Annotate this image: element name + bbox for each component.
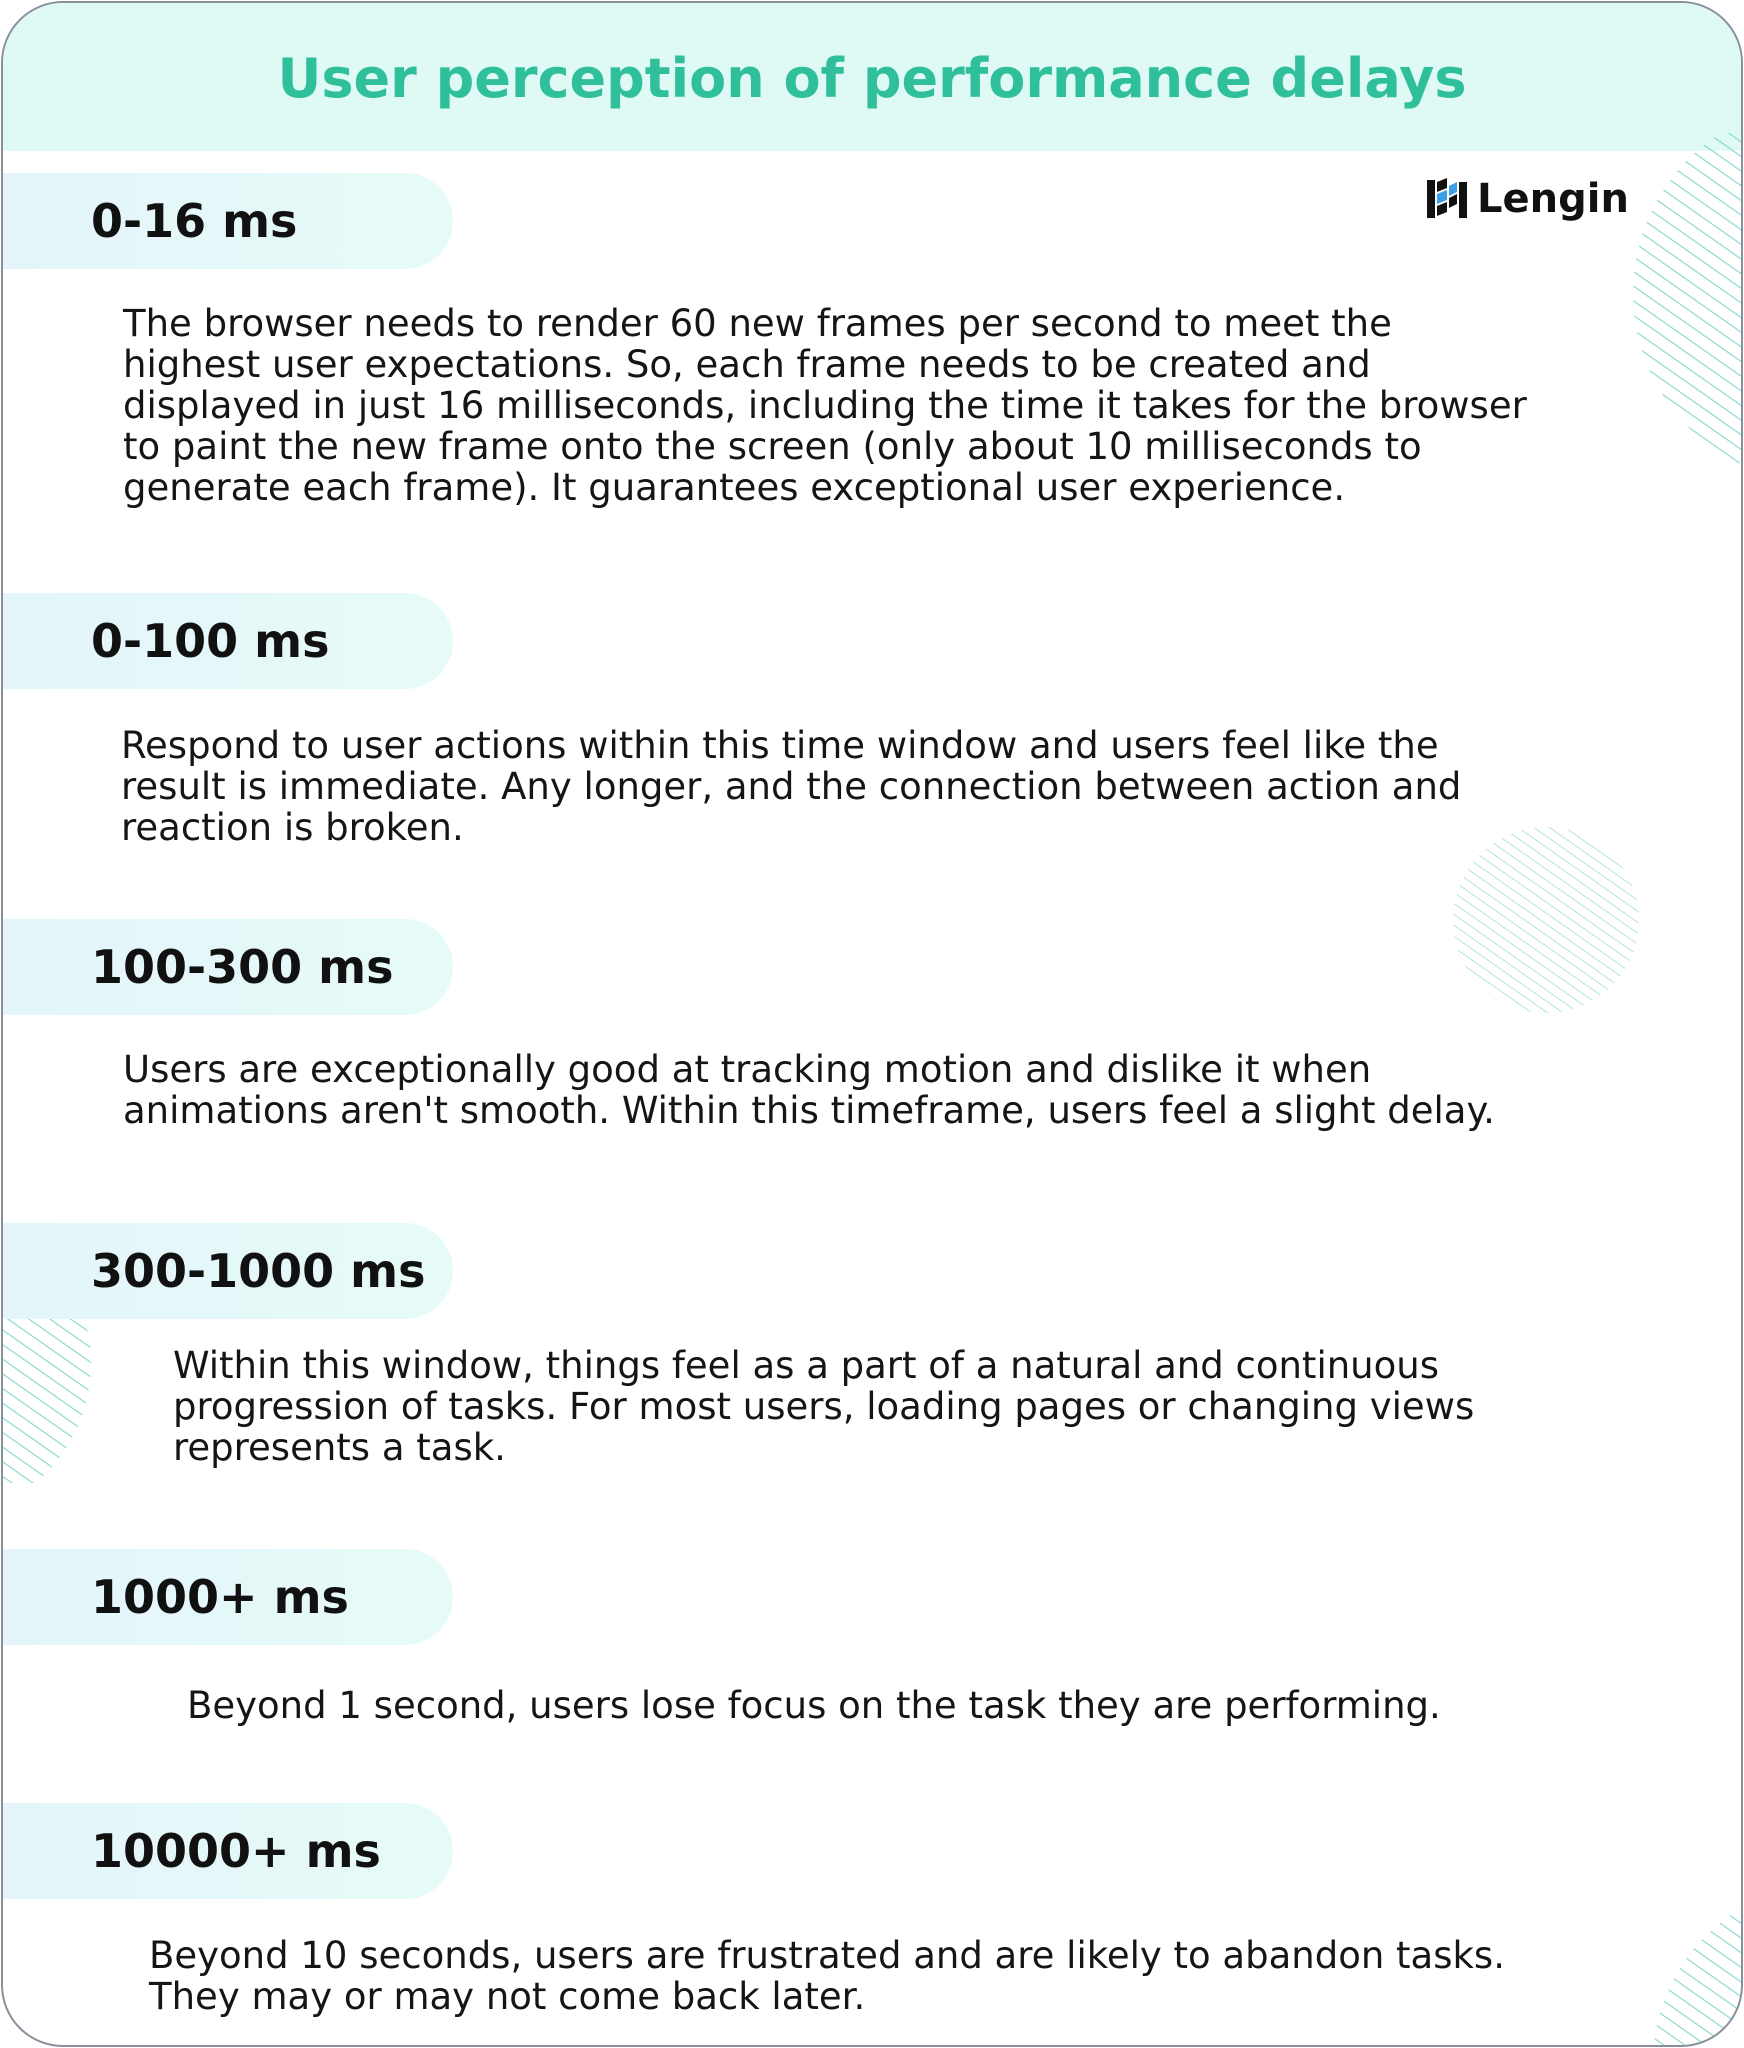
range-pill-0-16ms bbox=[1, 173, 453, 269]
range-description: Within this window, things feel as a part of a natural and continuous progression of tasks. For most users, loading pages or changing views represents a task. bbox=[173, 1344, 1475, 1469]
range-label: 10000+ ms bbox=[91, 1824, 381, 1878]
range-pill-300-1000ms bbox=[1, 1223, 453, 1319]
infographic-card bbox=[1, 1, 1743, 2047]
hatched-circle-bottom-right-decoration bbox=[1633, 1863, 1743, 2047]
hatched-circle-top-right-decoration bbox=[1623, 133, 1743, 463]
page-title: User perception of performance delays bbox=[277, 47, 1467, 110]
range-label: 100-300 ms bbox=[91, 940, 394, 994]
range-pill-1000plus-ms bbox=[1, 1549, 453, 1645]
range-label: 1000+ ms bbox=[91, 1570, 349, 1624]
brand-name: Lengin bbox=[1477, 176, 1629, 222]
range-label: 0-100 ms bbox=[91, 614, 330, 668]
brand-logo bbox=[1425, 175, 1629, 223]
range-label: 0-16 ms bbox=[91, 194, 298, 248]
range-description: The browser needs to render 60 new frames per second to meet the highest user expectations. So, each frame needs to be created and displayed in just 16 milliseconds, including the time it takes for the browser to paint the new frame onto the screen (only about 10 milliseconds to generate each frame). It guarantees exceptional user experience. bbox=[123, 302, 1527, 509]
range-description: Users are exceptionally good at tracking motion and dislike it when animations aren't smooth. Within this timeframe, users feel a slight delay. bbox=[123, 1048, 1495, 1132]
range-pill-10000plus-ms bbox=[1, 1803, 453, 1899]
range-description: Respond to user actions within this time window and users feel like the result is immediate. Any longer, and the connection between action and reaction is broken. bbox=[121, 724, 1462, 849]
range-description: Beyond 1 second, users lose focus on the task they are performing. bbox=[187, 1684, 1441, 1727]
range-pill-100-300ms bbox=[1, 919, 453, 1015]
range-pill-0-100ms bbox=[1, 593, 453, 689]
lengin-logo-icon bbox=[1425, 176, 1469, 222]
hatched-circle-middle-right-decoration bbox=[1451, 825, 1641, 1015]
range-label: 300-1000 ms bbox=[91, 1244, 426, 1298]
range-description: Beyond 10 seconds, users are frustrated and are likely to abandon tasks. They may or may not come back later. bbox=[149, 1934, 1505, 2018]
